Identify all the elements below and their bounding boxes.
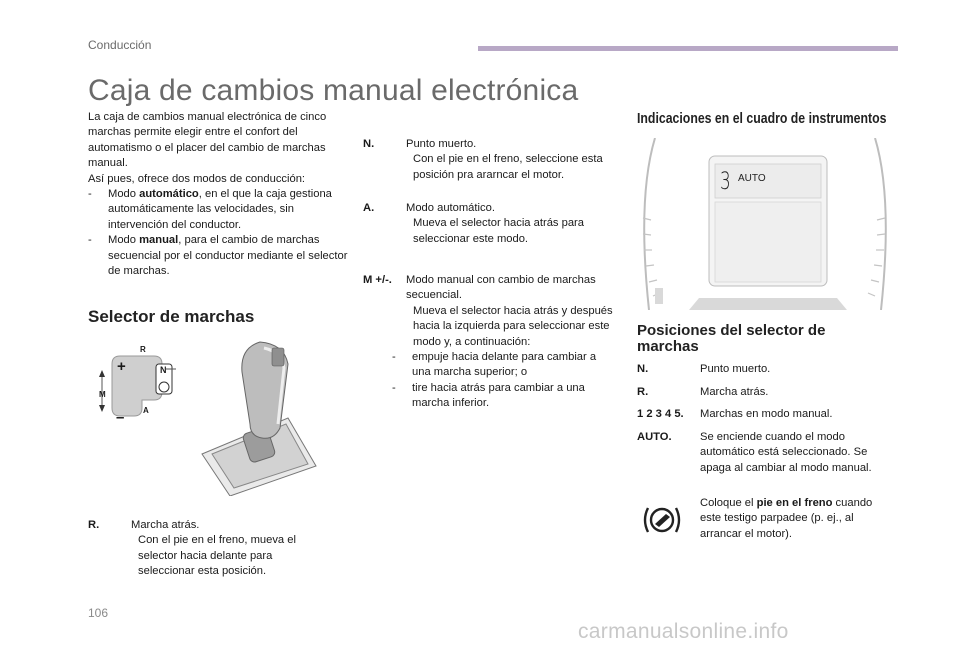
warning-emphasis: pie en el freno bbox=[756, 497, 833, 509]
term-value: Modo automático. bbox=[406, 202, 495, 214]
mode-manual: manual bbox=[139, 234, 179, 247]
instrument-cluster-illustration bbox=[637, 138, 893, 310]
watermark: carmanualsonline.info bbox=[578, 620, 789, 643]
term-value: Marcha atrás. bbox=[131, 519, 200, 531]
intro-paragraph-2: Así pues, ofrece dos modos de conducción: bbox=[88, 172, 306, 185]
bullet-icon bbox=[392, 216, 413, 247]
manual-block bbox=[363, 273, 615, 412]
gate-r-label: R bbox=[140, 345, 146, 354]
gear-gate-diagram bbox=[92, 342, 184, 426]
position-row: N. Punto muerto. bbox=[637, 363, 771, 375]
dash-text: tire hacia atrás para cambiar a una marcha inferior. bbox=[412, 381, 585, 410]
bullet-text: Con el pie en el freno, seleccione esta posición pra ararncar el motor. bbox=[413, 153, 603, 181]
term-key: R. bbox=[88, 519, 100, 531]
mode-automatic: automático bbox=[139, 188, 199, 201]
dash-marker: - bbox=[392, 381, 396, 394]
bullet-icon bbox=[679, 496, 700, 542]
gate-minus-label: – bbox=[116, 409, 125, 426]
gate-m-label: M bbox=[99, 390, 106, 399]
positions-heading: Posiciones del selector de marchas bbox=[637, 322, 826, 355]
position-row: 1 2 3 4 5. Marchas en modo manual. bbox=[637, 408, 833, 420]
page-title: Caja de cambios manual electrónica bbox=[88, 74, 579, 107]
header-bar bbox=[478, 46, 898, 51]
neutral-block bbox=[363, 137, 615, 183]
auto-block bbox=[363, 201, 615, 247]
page-number: 106 bbox=[88, 606, 109, 620]
dash-text: empuje hacia delante para cambiar a una marcha superior; o bbox=[412, 351, 597, 379]
term-value: Punto muerto. bbox=[406, 138, 477, 150]
bullet-text: Con el pie en el freno, mueva el selector hacia delante para seleccionar esta posición. bbox=[138, 534, 296, 578]
intro-mode-item: - Modo automático, en el que la caja gestiona automáticamente las velocidades, sin intervención del conductor. bbox=[88, 187, 350, 233]
position-row: AUTO. Se enciende cuando el modo automático está seleccionado. Se apaga al cambiar al modo manual. bbox=[637, 431, 872, 474]
brake-foot-warning-icon bbox=[642, 502, 682, 538]
gear-lever-illustration bbox=[190, 336, 320, 496]
dash-marker: - bbox=[88, 188, 92, 201]
reverse-block bbox=[88, 518, 328, 580]
gear-display-digit: 3 bbox=[720, 167, 731, 195]
gate-n-label: N bbox=[160, 365, 167, 375]
bullet-text: Mueva el selector hacia atrás para seleccionar este modo. bbox=[413, 217, 585, 245]
warning-text: Coloque el pie en el freno cuando este testigo parpadee (p. ej., al arrancar el motor). bbox=[679, 496, 879, 542]
intro-text bbox=[88, 110, 350, 279]
intro-mode-item: - Modo manual, para el cambio de marchas secuencial por el conductor mediante el selector de marchas. bbox=[88, 233, 350, 279]
section-label: Conducción bbox=[88, 38, 152, 52]
gate-a-label: A bbox=[143, 406, 149, 415]
bullet-icon bbox=[392, 304, 413, 350]
auto-display-label: AUTO bbox=[738, 173, 766, 184]
selector-heading: Selector de marchas bbox=[88, 307, 255, 326]
term-key: A. bbox=[363, 202, 375, 214]
intro-paragraph-1: La caja de cambios manual electrónica de cinco marchas permite elegir entre el confort del automatismo o el placer del cambio de marchas manual. bbox=[88, 111, 327, 170]
bullet-icon bbox=[392, 152, 413, 183]
dash-marker: - bbox=[88, 234, 92, 247]
term-value: Modo manual con cambio de marchas secuencial. bbox=[406, 274, 596, 302]
bullet-text: Mueva el selector hacia atrás y después hacia la izquierda para seleccionar este modo y, a continuación: bbox=[413, 304, 613, 348]
gate-plus-label: + bbox=[117, 358, 126, 375]
position-row: R. Marcha atrás. bbox=[637, 386, 769, 398]
dash-marker: - bbox=[392, 351, 396, 364]
instruments-heading: Indicaciones en el cuadro de instrumentos bbox=[637, 110, 887, 127]
term-key: M +/-. bbox=[363, 274, 392, 286]
bullet-icon bbox=[117, 533, 138, 579]
term-key: N. bbox=[363, 138, 375, 150]
